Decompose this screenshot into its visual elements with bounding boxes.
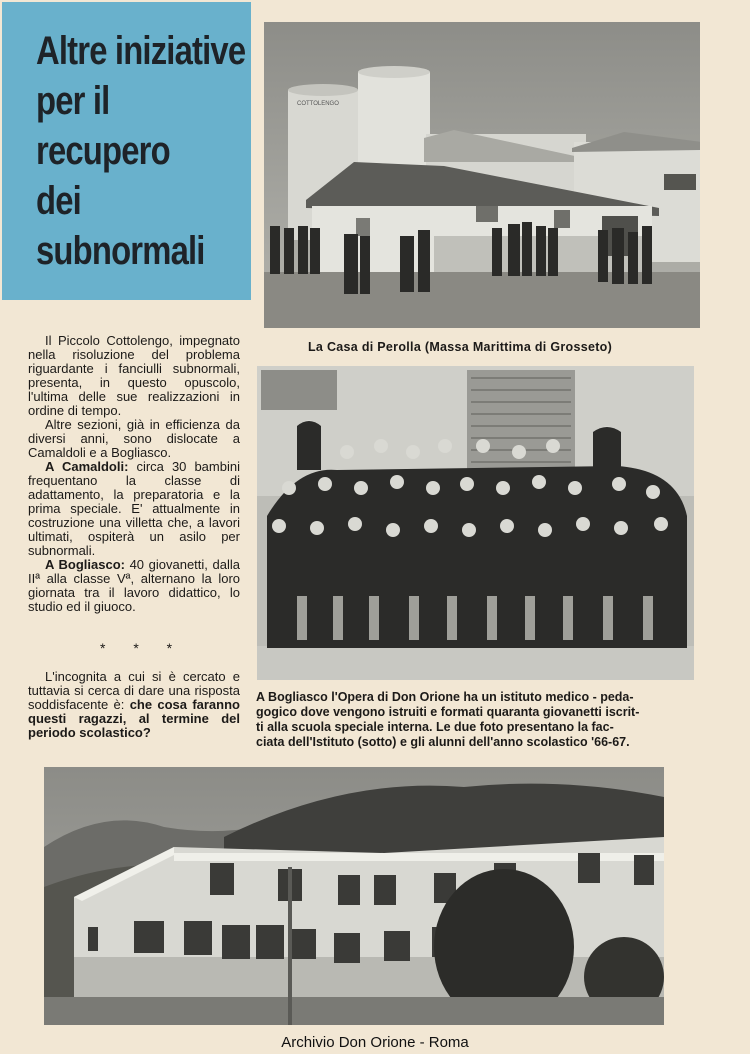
- label-bogliasco: A Bogliasco:: [45, 557, 125, 572]
- paragraph: Il Piccolo Cottolengo, impegnato nella risoluzione del problema riguardante i fanciulli subnormali, presenta, in questo opuscolo, l'ultima delle sue realizzazioni in ordine di tempo.: [28, 333, 240, 418]
- caption-line: A Bogliasco l'Opera di Don Orione ha un istituto medico - peda-: [256, 690, 634, 704]
- photo-institute-facade: [44, 767, 664, 1025]
- paragraph: [28, 670, 240, 740]
- paragraph: Altre sezioni, già in efficienza da diversi anni, sono dislocate a Camaldoli e a Bogliasco.: [28, 417, 240, 460]
- paragraph-text: L'incognita a cui si è cercato e tuttavia si cerca di dare una risposta soddisfacente è:: [28, 669, 240, 712]
- label-camaldoli: A Camaldoli:: [45, 459, 129, 474]
- tower-sign: COTTOLENGO: [297, 101, 339, 107]
- archive-footer: Archivio Don Orione - Roma: [281, 1034, 469, 1051]
- paragraph-text: 40 giovanetti, dalla IIª alla classe Vª, alternano la loro giornata tra il lavoro didattico, lo studio ed il giuoco.: [28, 557, 240, 614]
- title-line: recupero: [36, 129, 170, 173]
- caption-class-group: [256, 690, 696, 750]
- title-line: Altre iniziative: [36, 29, 246, 73]
- paragraph: [28, 558, 240, 614]
- title-box: [2, 2, 251, 300]
- caption-line: gogico dove vengono istruiti e formati quaranta giovanetti iscrit-: [256, 705, 640, 719]
- body-text: [28, 334, 240, 614]
- body-text-closing: [28, 670, 240, 740]
- caption-line: ciata dell'Istituto (sotto) e gli alunni dell'anno scolastico '66-67.: [256, 735, 630, 749]
- paragraph-text: circa 30 bambini frequentano la classe di adattamento, la preparatoria e la prima speciale. E' attualmente in costruzione una villetta che, a lavori ultimati, ospiterà un asilo per subnormali.: [28, 459, 240, 558]
- title-line: dei: [36, 179, 81, 223]
- closing-question: che cosa faranno questi ragazzi, al termine del periodo scolastico?: [28, 697, 240, 740]
- caption-line: ti alla scuola speciale interna. Le due foto presentano la fac-: [256, 720, 614, 734]
- title-line: per il: [36, 79, 110, 123]
- article-title: [36, 26, 246, 276]
- photo-casa-perolla: [264, 22, 700, 328]
- caption-casa-perolla: La Casa di Perolla (Massa Marittima di Grosseto): [308, 340, 613, 354]
- photo-class-group: [257, 366, 694, 680]
- paragraph: [28, 460, 240, 558]
- title-line: subnormali: [36, 229, 205, 273]
- section-separator: * * *: [100, 640, 185, 656]
